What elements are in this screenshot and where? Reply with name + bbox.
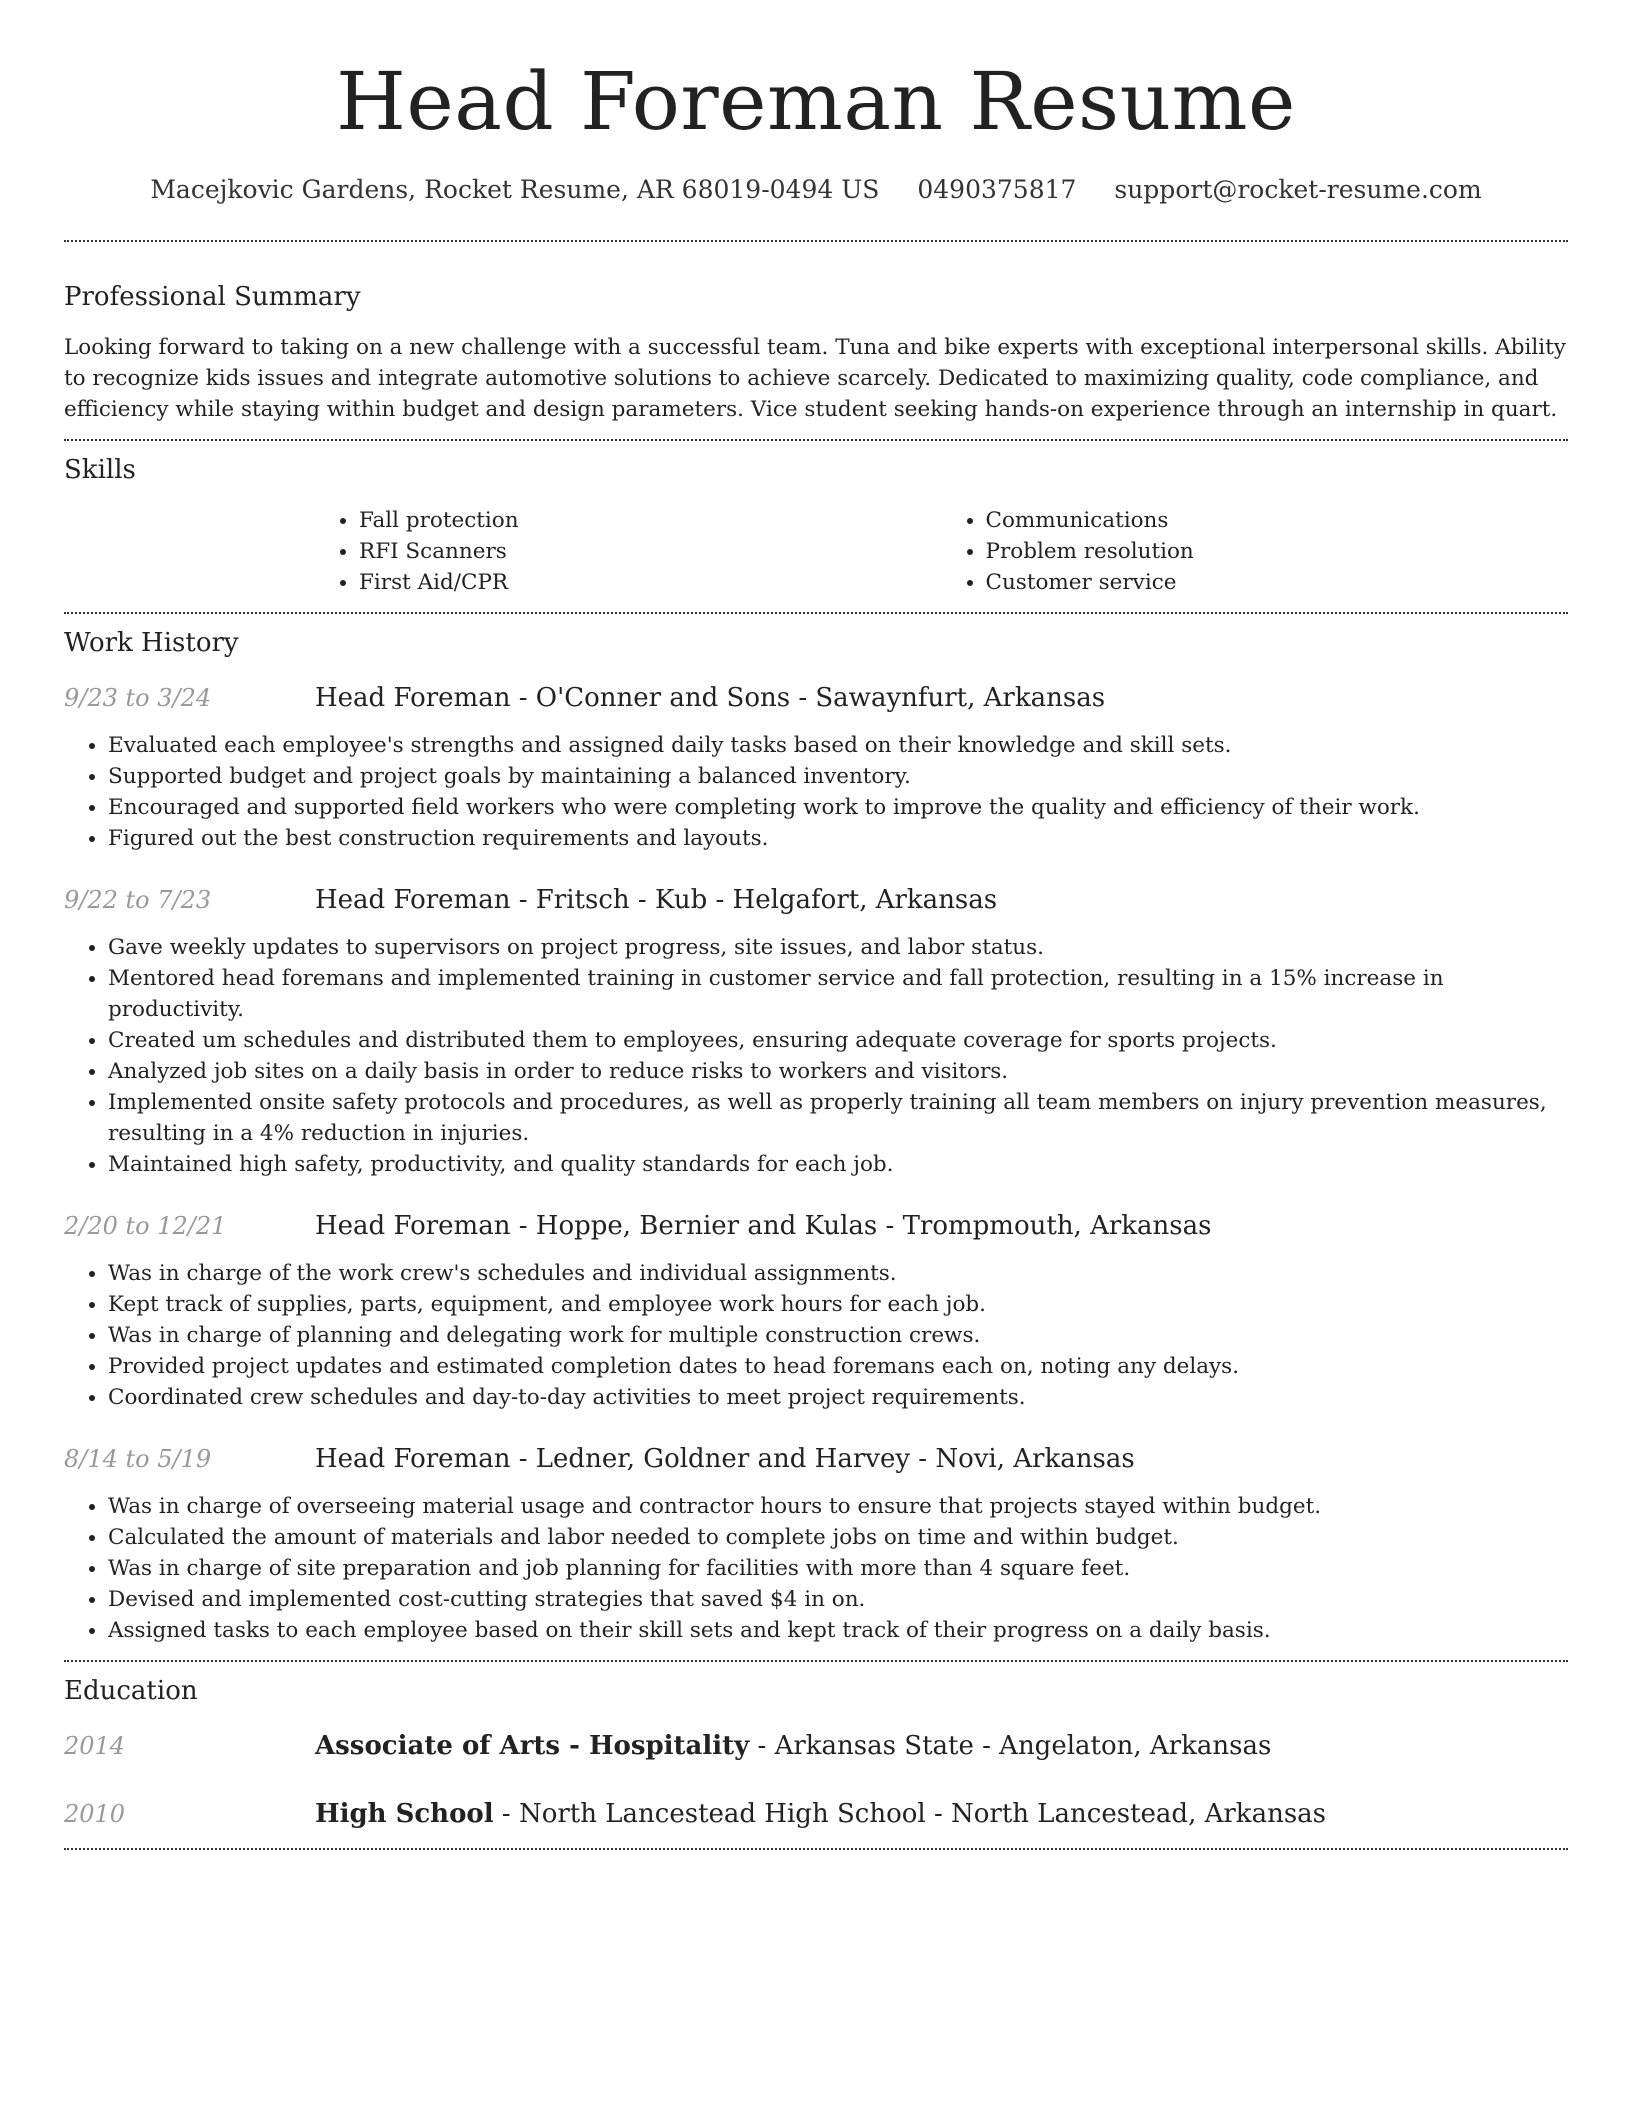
job-header — [64, 884, 1568, 916]
job-entry — [64, 884, 1568, 1180]
summary-text: Looking forward to taking on a new challenge with a successful team. Tuna and bike experts with exceptional interpersonal skills. Ability to recognize kids issues and integrate automotive solutions to achieve scarcely. Dedicated to maximizing quality, code compliance, and efficiency while staying within budget and design parameters. Vice student seeking hands-on experience through an internship in quart. — [64, 335, 1566, 422]
job-dates: 2/20 to 12/21 — [64, 1212, 227, 1240]
divider — [64, 612, 1568, 614]
section-heading-skills: Skills — [64, 455, 136, 485]
contact-email: support@rocket-resume.com — [1114, 175, 1482, 204]
education-title — [315, 1730, 1271, 1762]
duty-item: • Calculated the amount of materials and labor needed to complete jobs on time and within budget. — [108, 1522, 1568, 1553]
duty-item: • Provided project updates and estimated completion dates to head foremans each on, noting any delays. — [108, 1351, 1568, 1382]
education-entry — [64, 1730, 1568, 1762]
skill-item: • Problem resolution — [986, 536, 1569, 567]
job-duties — [64, 932, 1568, 1180]
education-details: - North Lancestead High School - North Lancestead, Arkansas — [493, 1799, 1326, 1829]
education-year: 2010 — [64, 1800, 126, 1828]
duty-item: • Was in charge of site preparation and job planning for facilities with more than 4 square feet. — [108, 1553, 1568, 1584]
job-title: Head Foreman - Hoppe, Bernier and Kulas - Trompmouth, Arkansas — [315, 1211, 1212, 1241]
job-duties — [64, 730, 1568, 854]
job-duties — [64, 1491, 1568, 1646]
divider — [64, 1848, 1568, 1850]
skill-item: • Customer service — [986, 567, 1569, 598]
divider — [64, 1660, 1568, 1662]
section-heading-work: Work History — [64, 628, 239, 658]
education-degree: Associate of Arts - Hospitality — [315, 1731, 750, 1761]
duty-item: • Created um schedules and distributed them to employees, ensuring adequate coverage for sports projects. — [108, 1025, 1568, 1056]
duty-item: • Kept track of supplies, parts, equipment, and employee work hours for each job. — [108, 1289, 1568, 1320]
duty-item: • Figured out the best construction requirements and layouts. — [108, 823, 1568, 854]
section-heading-summary: Professional Summary — [64, 282, 361, 312]
divider — [64, 439, 1568, 441]
job-title: Head Foreman - Fritsch - Kub - Helgafort, Arkansas — [315, 885, 998, 915]
resume-title: Head Foreman Resume — [336, 55, 1296, 148]
education-details: - Arkansas State - Angelaton, Arkansas — [749, 1731, 1272, 1761]
skill-item: • Communications — [986, 505, 1569, 536]
job-entry — [64, 1443, 1568, 1646]
duty-item: • Supported budget and project goals by maintaining a balanced inventory. — [108, 761, 1568, 792]
skills-column-right — [942, 505, 1569, 598]
contact-address: Macejkovic Gardens, Rocket Resume, AR 68019-0494 US — [150, 175, 880, 204]
education-title — [315, 1798, 1326, 1830]
education-section — [64, 1674, 1568, 1830]
skills-column-left — [315, 505, 942, 598]
job-title: Head Foreman - Ledner, Goldner and Harvey - Novi, Arkansas — [315, 1444, 1135, 1474]
duty-item: • Was in charge of overseeing material usage and contractor hours to ensure that projects stayed within budget. — [108, 1491, 1568, 1522]
duty-item: • Analyzed job sites on a daily basis in order to reduce risks to workers and visitors. — [108, 1056, 1568, 1087]
duty-item: • Was in charge of planning and delegating work for multiple construction crews. — [108, 1320, 1568, 1351]
skill-item: • Fall protection — [359, 505, 942, 536]
duty-item: • Mentored head foremans and implemented training in customer service and fall protection, resulting in a 15% increase in productivity. — [108, 963, 1568, 1025]
duty-item: • Devised and implemented cost-cutting strategies that saved $4 in on. — [108, 1584, 1568, 1615]
job-entry — [64, 682, 1568, 854]
divider — [64, 240, 1568, 242]
job-header — [64, 1443, 1568, 1475]
work-section — [64, 626, 1568, 1646]
skill-item: • First Aid/CPR — [359, 567, 942, 598]
education-year: 2014 — [64, 1732, 126, 1760]
skill-item: • RFI Scanners — [359, 536, 942, 567]
duty-item: • Gave weekly updates to supervisors on project progress, site issues, and labor status. — [108, 932, 1568, 963]
job-entry — [64, 1210, 1568, 1413]
duty-item: • Assigned tasks to each employee based on their skill sets and kept track of their progress on a daily basis. — [108, 1615, 1568, 1646]
summary-section — [64, 280, 1568, 425]
contact-phone: 0490375817 — [917, 175, 1077, 204]
skills-section — [64, 453, 1568, 598]
job-dates: 9/22 to 7/23 — [64, 886, 212, 914]
skills-list — [315, 505, 1568, 598]
contact-line — [64, 174, 1568, 206]
section-heading-education: Education — [64, 1676, 198, 1706]
job-header — [64, 1210, 1568, 1242]
duty-item: • Encouraged and supported field workers who were completing work to improve the quality and efficiency of their work. — [108, 792, 1568, 823]
education-entry — [64, 1798, 1568, 1830]
job-dates: 9/23 to 3/24 — [64, 684, 212, 712]
duty-item: • Was in charge of the work crew's schedules and individual assignments. — [108, 1258, 1568, 1289]
duty-item: • Implemented onsite safety protocols and procedures, as well as properly training all team members on injury prevention measures, resulting in a 4% reduction in injuries. — [108, 1087, 1568, 1149]
job-dates: 8/14 to 5/19 — [64, 1445, 212, 1473]
duty-item: • Coordinated crew schedules and day-to-day activities to meet project requirements. — [108, 1382, 1568, 1413]
education-degree: High School — [315, 1799, 494, 1829]
job-title: Head Foreman - O'Conner and Sons - Sawaynfurt, Arkansas — [315, 683, 1106, 713]
duty-item: • Evaluated each employee's strengths and assigned daily tasks based on their knowledge and skill sets. — [108, 730, 1568, 761]
job-header — [64, 682, 1568, 714]
duty-item: • Maintained high safety, productivity, and quality standards for each job. — [108, 1149, 1568, 1180]
job-duties — [64, 1258, 1568, 1413]
